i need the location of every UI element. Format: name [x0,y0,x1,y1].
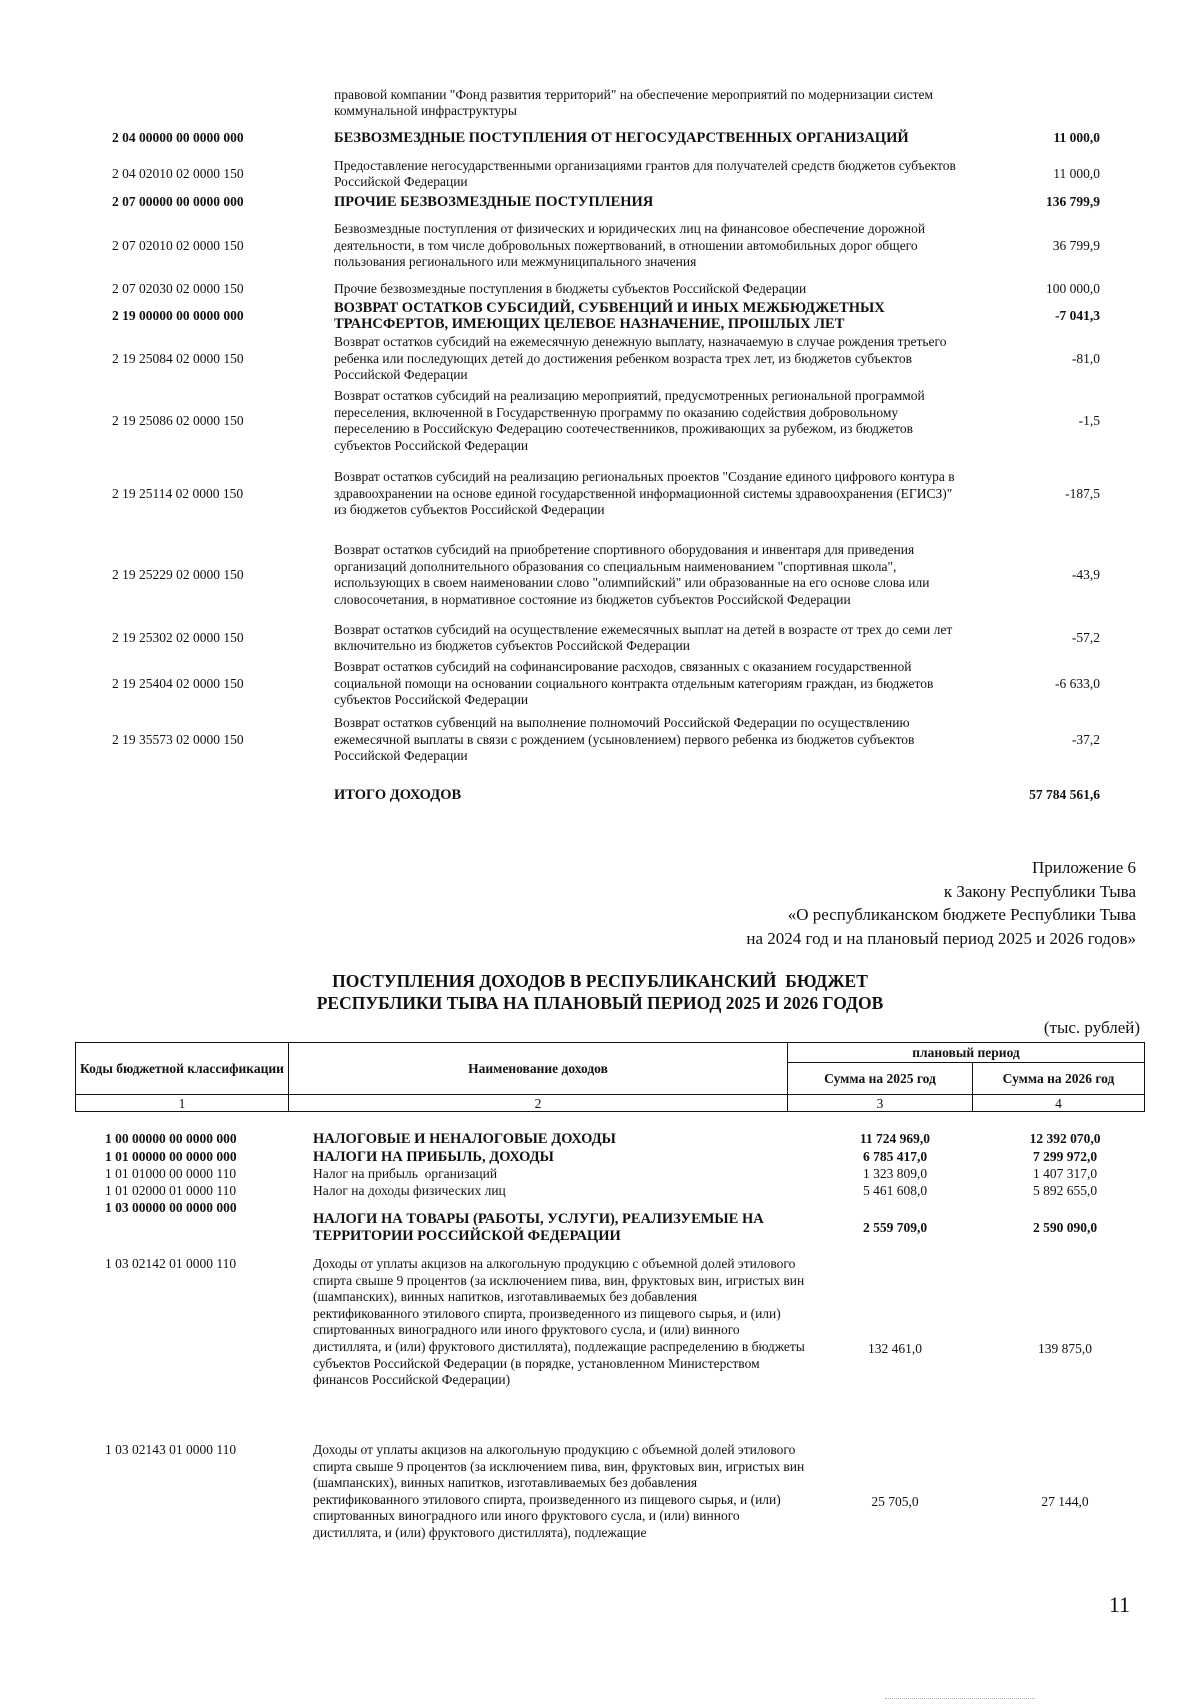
row-name: Налог на доходы физических лиц [313,1183,506,1199]
row-code: 2 07 02030 02 0000 150 [112,280,244,296]
row-code: 1 03 02143 01 0000 110 [105,1442,237,1457]
page-number: 11 [1108,1592,1130,1617]
table-row [75,1130,1145,1148]
table-row [100,86,1110,120]
row-name: Возврат остатков субсидий на осуществление ежемесячных выплат на детей в возрасте от трех до семи лет включительно из бюджетов субъектов Российской Федерации [334,621,953,653]
row-sum: 100 000,0 [1046,280,1100,296]
row-sum: -37,2 [1071,731,1100,747]
row-code: 2 19 00000 00 0000 000 [112,307,244,323]
row-sum-2026: 27 144,0 [1041,1493,1089,1509]
table-row [100,712,1110,768]
row-code: 2 04 02010 02 0000 150 [112,165,244,181]
scan-artifact [885,1698,1035,1699]
row-name: ПРОЧИЕ БЕЗВОЗМЕЗДНЫЕ ПОСТУПЛЕНИЯ [334,193,654,210]
row-name: Возврат остатков субсидий на приобретение спортивного оборудования и инвентаря для приведения организаций дополнительного образования со специальным наименованием "спортивная школа", использующих в своем наименовании слово "олимпийский" или образованные на его основе слова или словосочетания, в нормативное состояние из бюджетов субъектов Российской Федерации [334,542,930,607]
header-codes: Коды бюджетной классификации [76,1043,289,1095]
row-name: Возврат остатков субсидий на реализацию мероприятий, предусмотренных региональной программой переселения, включенной в Государственную программу по оказанию содействия добровольному переселению в Российскую Федерацию соотечественников, проживающих за рубежом, из бюджетов субъектов Российской Федерации [334,388,925,453]
appendix-header [746,856,1136,950]
table-row [75,1183,1145,1200]
table-row [100,156,1110,192]
table-row [75,1442,1145,1562]
row-name: Возврат остатков субсидий на софинансирование расходов, связанных с оказанием государственной социальной помощи на основании социального контракта отдельным категориям граждан, из бюджетов субъектов Российской Федерации [334,659,934,708]
table-row [100,192,1110,212]
appendix-line: Приложение 6 [1032,858,1136,877]
row-code: 1 01 00000 00 0000 000 [105,1148,237,1164]
total-sum: 57 784 561,6 [1029,786,1100,802]
row-sum: -1,5 [1078,412,1100,428]
appendix-line: «О республиканском бюджете Республики Тыва [787,905,1136,924]
header-col-number: 4 [973,1095,1145,1112]
row-name: Налог на прибыль организаций [313,1166,498,1182]
row-sum-2026: 1 407 317,0 [1032,1166,1098,1182]
header-name: Наименование доходов [289,1043,788,1095]
row-name: Возврат остатков субсидий на реализацию региональных проектов "Создание единого цифрового контура в здравоохранении на основе единой государственной информационной системы здравоохранения (ЕГИСЗ)" из бюджетов субъектов Российской Федерации [334,469,955,518]
table-row [75,1166,1145,1183]
title-line: ПОСТУПЛЕНИЯ ДОХОДОВ В РЕСПУБЛИКАНСКИЙ БЮДЖЕТ [332,971,868,991]
table-row [100,212,1110,280]
row-sum-2026: 139 875,0 [1038,1340,1092,1356]
row-sum-2025: 132 461,0 [868,1340,922,1356]
row-sum: 36 799,9 [1052,237,1100,253]
table-row [100,620,1110,656]
header-sum-2025: Сумма на 2025 год [788,1063,973,1095]
revenue-continuation-table [100,86,1110,805]
table-row [100,458,1110,530]
row-sum: -6 633,0 [1055,675,1100,691]
table-row [75,1148,1145,1166]
row-sum: -57,2 [1071,629,1100,645]
row-sum-2026: 12 392 070,0 [1029,1130,1101,1146]
row-code: 2 07 02010 02 0000 150 [112,237,244,253]
row-code: 2 19 25086 02 0000 150 [112,412,244,428]
row-name: Предоставление негосударственными организациями грантов для получателей средств бюджетов субъектов Российской Федерации [334,157,956,189]
row-code: 1 00 00000 00 0000 000 [105,1130,237,1146]
row-code: 1 01 01000 00 0000 110 [105,1166,237,1182]
row-sum-2025: 5 461 608,0 [862,1183,928,1199]
row-name: Прочие безвозмездные поступления в бюджеты субъектов Российской Федерации [334,280,807,296]
table-row [100,120,1110,156]
row-sum-2026: 5 892 655,0 [1032,1183,1098,1199]
header-period: плановый период [788,1043,1145,1063]
row-name: НАЛОГИ НА ПРИБЫЛЬ, ДОХОДЫ [313,1148,554,1165]
row-code: 2 19 25404 02 0000 150 [112,675,244,691]
row-sum: 11 000,0 [1053,129,1100,145]
row-code: 2 07 00000 00 0000 000 [112,193,244,209]
row-name: БЕЗВОЗМЕЗДНЫЕ ПОСТУПЛЕНИЯ ОТ НЕГОСУДАРСТВЕННЫХ ОРГАНИЗАЦИЙ [334,129,909,146]
row-sum: -7 041,3 [1055,307,1100,323]
row-sum: -81,0 [1071,350,1100,366]
row-name: ВОЗВРАТ ОСТАТКОВ СУБСИДИЙ, СУБВЕНЦИЙ И ИНЫХ МЕЖБЮДЖЕТНЫХ ТРАНСФЕРТОВ, ИМЕЮЩИХ ЦЕЛЕВОЕ НАЗНАЧЕНИЕ, ПРОШЛЫХ ЛЕТ [334,299,885,332]
document-title [0,970,1200,1014]
header-col-number: 1 [76,1095,289,1112]
row-sum: 11 000,0 [1053,165,1100,181]
appendix-line: к Закону Республики Тыва [943,881,1136,901]
table-row [75,1200,1145,1256]
row-code: 2 19 35573 02 0000 150 [112,731,244,747]
table-row [100,530,1110,620]
row-code: 2 19 25302 02 0000 150 [112,629,244,645]
row-sum-2026: 7 299 972,0 [1032,1148,1098,1164]
row-sum-2025: 2 559 709,0 [862,1219,928,1235]
table-row [100,280,1110,298]
total-label: ИТОГО ДОХОДОВ [334,786,462,803]
title-line: РЕСПУБЛИКИ ТЫВА НА ПЛАНОВЫЙ ПЕРИОД 2025 И 2026 ГОДОВ [316,993,884,1013]
row-code: 2 04 00000 00 0000 000 [112,129,244,145]
row-name: НАЛОГИ НА ТОВАРЫ (РАБОТЫ, УСЛУГИ), РЕАЛИЗУЕМЫЕ НА ТЕРРИТОРИИ РОССИЙСКОЙ ФЕДЕРАЦИИ [313,1211,764,1244]
row-name: Возврат остатков субсидий на ежемесячную денежную выплату, назначаемую в случае рождения третьего ребенка или последующих детей до достижения ребенком возраста трех лет, из бюджетов субъектов Российской Федерации [334,334,947,383]
row-sum-2026: 2 590 090,0 [1032,1219,1098,1235]
row-name: НАЛОГОВЫЕ И НЕНАЛОГОВЫЕ ДОХОДЫ [313,1130,616,1147]
row-name: Доходы от уплаты акцизов на алкогольную продукцию с объемной долей этилового спирта свыше 9 процентов (за исключением пива, вин, фруктовых вин, игристых вин (шампанских), винных напитков, изготавливаемых без добавления ректификованного этилового спирта, произведенного из пищевого сырья, и (или) спиртованных виноградного или иного фруктового сусла, и (или) винного дистиллята, и (или) фруктового дистиллята), подлежащие распределению в бюджеты субъектов Российской Федерации (в порядке, установленном Министерством финансов Российской Федерации) [313,1256,805,1388]
header-col-number: 2 [289,1095,788,1112]
row-code: 2 19 25084 02 0000 150 [112,350,244,366]
table-row [100,334,1110,384]
row-code: 2 19 25229 02 0000 150 [112,566,244,582]
row-sum-2025: 11 724 969,0 [859,1130,931,1146]
table-row [100,656,1110,712]
table-row [100,298,1110,334]
appendix-line: на 2024 год и на плановый период 2025 и 2026 годов» [746,928,1136,948]
row-sum: -187,5 [1065,485,1100,501]
units-label: (тыс. рублей) [1043,1018,1140,1037]
row-sum: -43,9 [1071,566,1100,582]
row-name: правовой компании "Фонд развития территорий" на обеспечение мероприятий по модернизации систем коммунальной инфраструктуры [334,86,934,118]
row-sum-2025: 6 785 417,0 [862,1148,928,1164]
table-row [75,1256,1145,1442]
row-code: 2 19 25114 02 0000 150 [112,485,244,501]
row-sum: 136 799,9 [1046,193,1100,209]
row-name: Возврат остатков субвенций на выполнение полномочий Российской Федерации по осуществлению ежемесячной выплаты в связи с рождением (усыновлением) первого ребенка из бюджетов субъектов Российской Федерации [334,715,915,764]
row-sum-2025: 1 323 809,0 [862,1166,928,1182]
row-name: Безвозмездные поступления от физических и юридических лиц на финансовое обеспечение дорожной деятельности, в том числе добровольных пожертвований, в отношении автомобильных дорог общего пользования регионального или межмуниципального значения [334,221,926,270]
row-code: 1 01 02000 01 0000 110 [105,1183,237,1199]
row-sum-2025: 25 705,0 [871,1493,919,1509]
row-code: 1 03 02142 01 0000 110 [105,1256,237,1271]
header-col-number: 3 [788,1095,973,1112]
revenue-table-body [75,1130,1145,1562]
header-sum-2026: Сумма на 2026 год [973,1063,1145,1095]
row-name: Доходы от уплаты акцизов на алкогольную продукцию с объемной долей этилового спирта свыше 9 процентов (за исключением пива, вин, фруктовых вин, игристых вин (шампанских), винных напитков, изготавливаемых без добавления ректификованного этилового спирта, произведенного из пищевого сырья, и (или) спиртованных виноградного или иного фруктового сусла, и (или) винного дистиллята, и (или) фруктового дистиллята), подлежащие [313,1442,805,1540]
total-row [100,785,1110,805]
revenue-table-header [75,1042,1145,1112]
row-code: 1 03 00000 00 0000 000 [105,1200,237,1215]
table-row [100,384,1110,458]
